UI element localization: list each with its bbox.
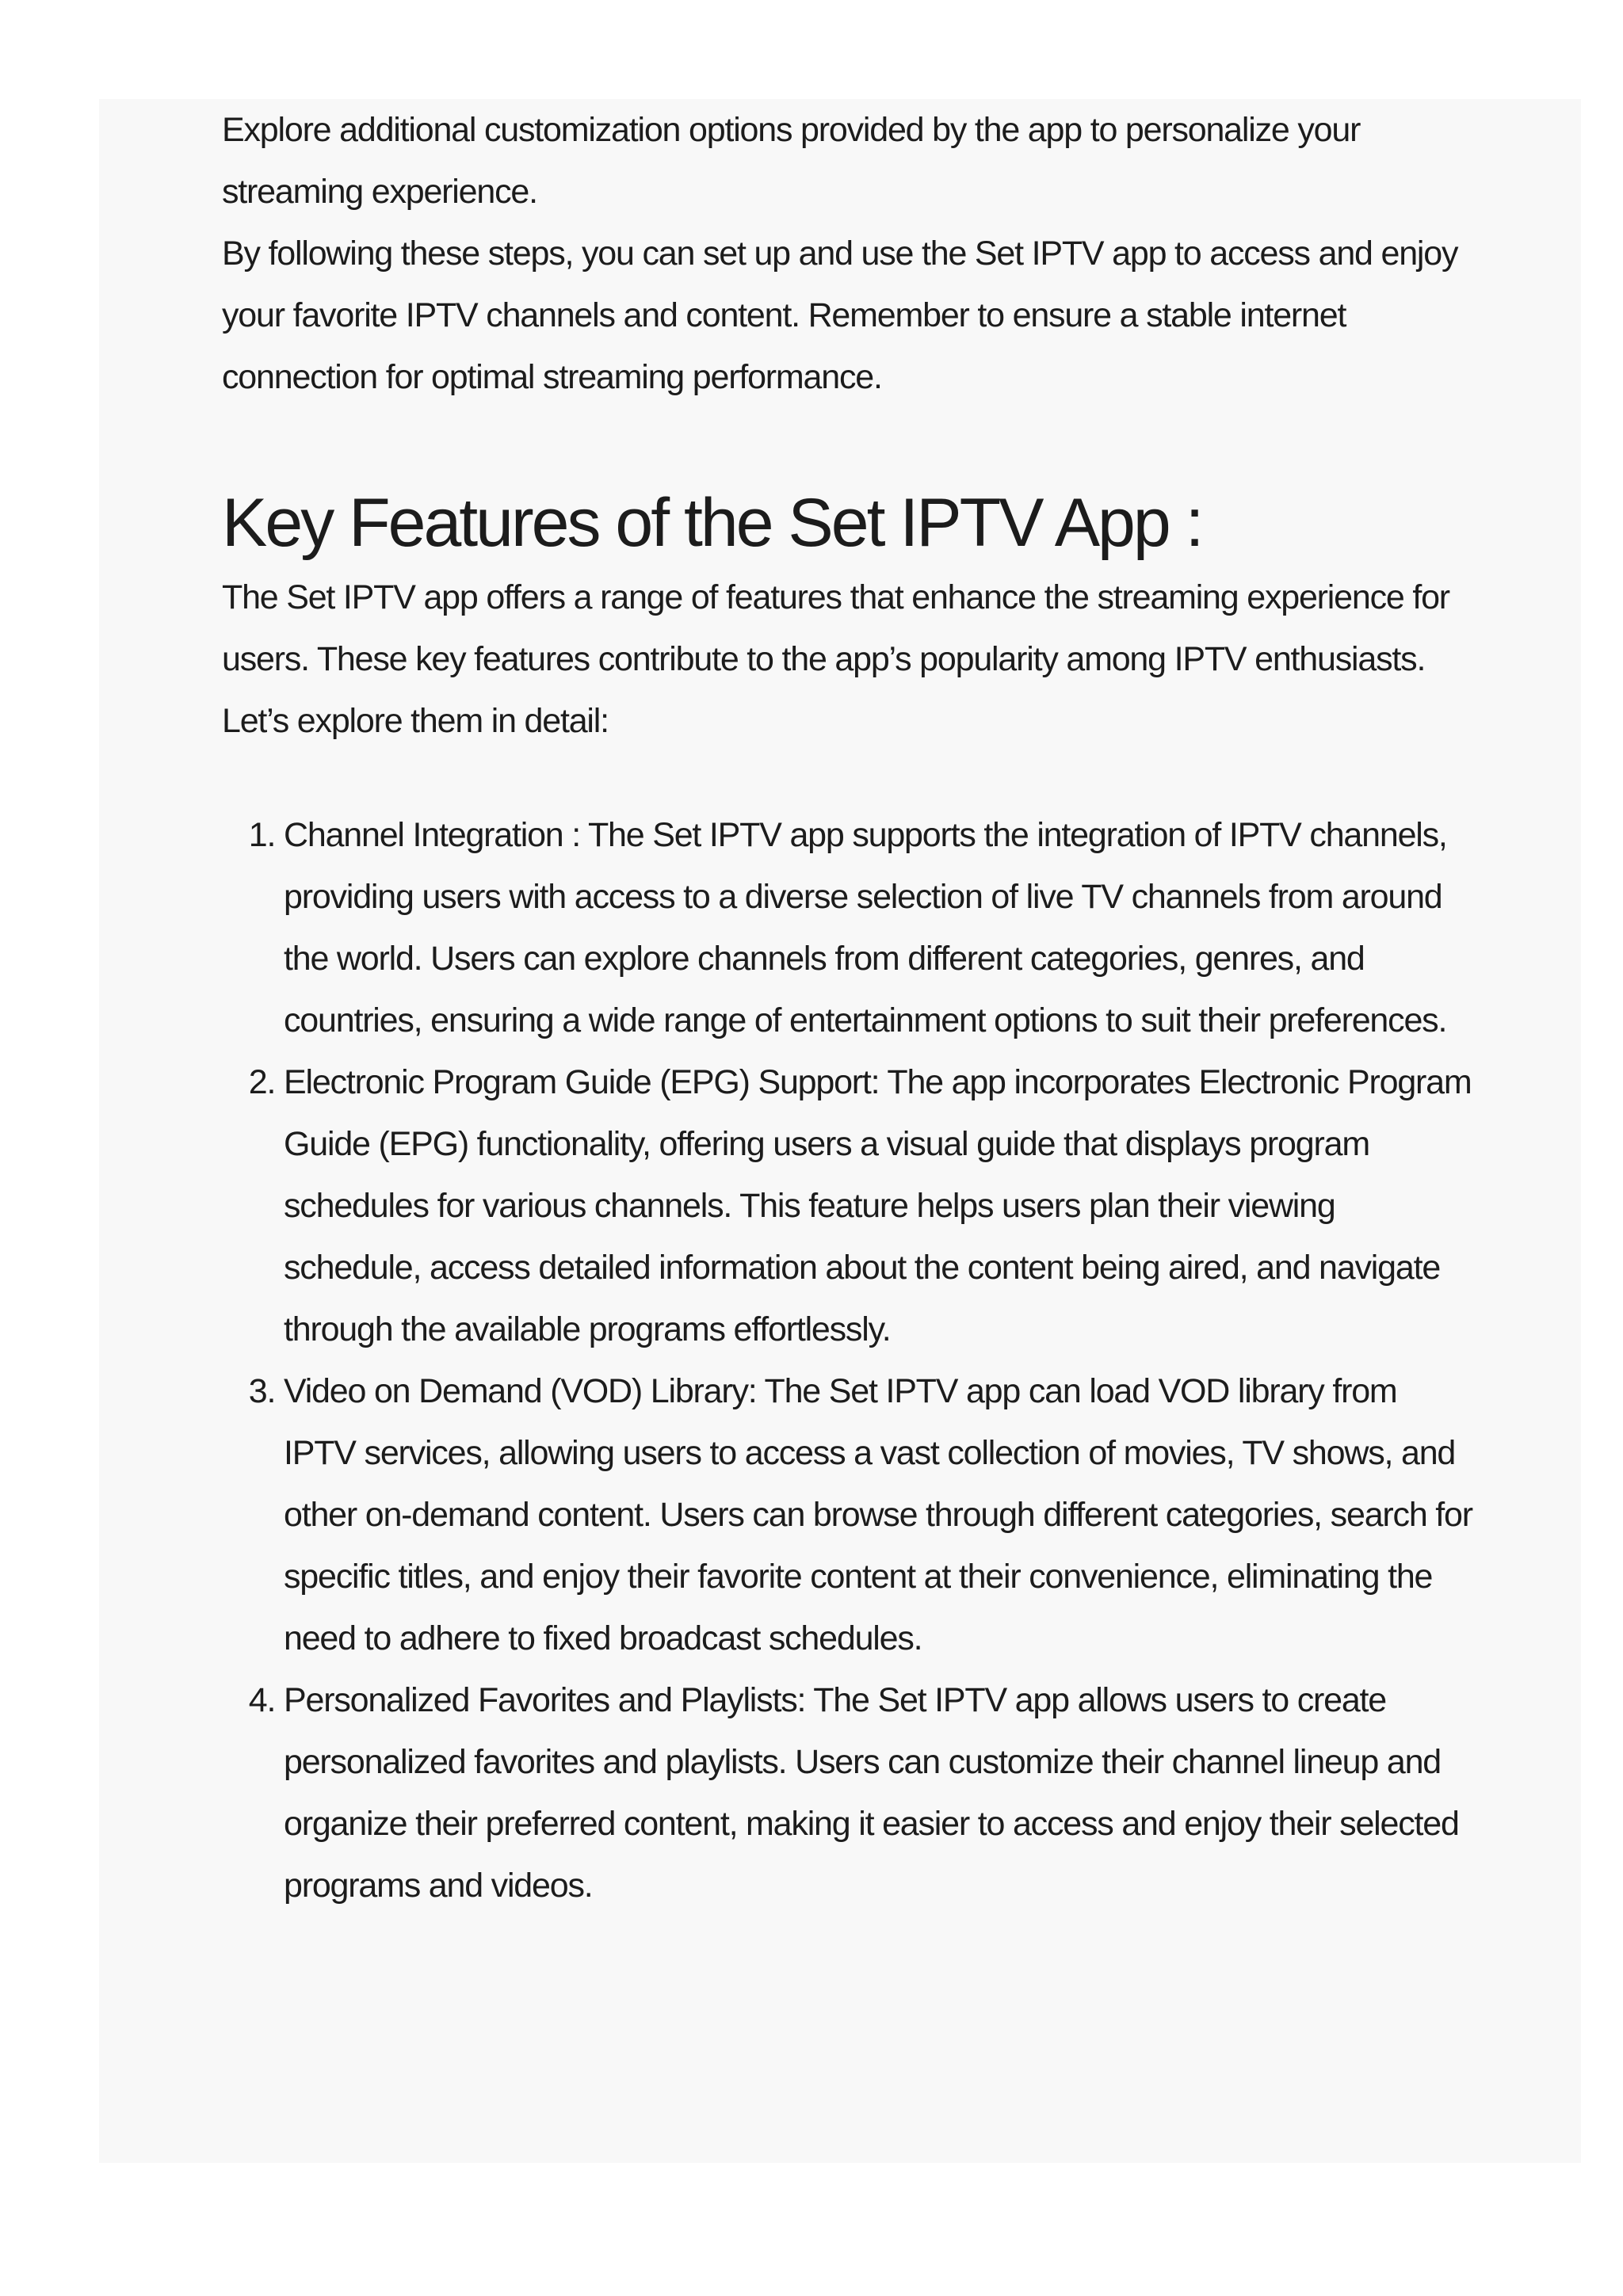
paragraph-customization: Explore additional customization options provided by the app to personalize your streaming experience. <box>222 111 1361 211</box>
paragraph-features-intro: The Set IPTV app offers a range of features that enhance the streaming experience for users. These key features contribute to the app’s popularity among IPTV enthusiasts. Let’s explore them in detail: <box>222 578 1449 740</box>
section-heading: Key Features of the Set IPTV App : <box>222 485 1202 561</box>
features-list <box>222 804 1474 1917</box>
feature-item-favorites-playlists: 4. Personalized Favorites and Playlists: The Set IPTV app allows users to create personalized favorites and playlists. Users can customize their channel lineup and organize their preferred content, making it easier to access and enjoy their selected programs and videos. <box>284 1669 1474 1917</box>
feature-item-epg-support: 2. Electronic Program Guide (EPG) Support: The app incorporates Electronic Program Guide (EPG) functionality, offering users a visual guide that displays program schedules for various channels. This feature helps users plan their viewing schedule, access detailed information about the content being aired, and navigate through the available programs effortlessly. <box>284 1051 1474 1360</box>
paragraph-following-steps: By following these steps, you can set up and use the Set IPTV app to access and enjoy your favorite IPTV channels and content. Remember to ensure a stable internet connection for optimal streaming performance. <box>222 235 1458 396</box>
article-content <box>222 99 1474 1917</box>
feature-item-vod-library: 3. Video on Demand (VOD) Library: The Set IPTV app can load VOD library from IPTV services, allowing users to access a vast collection of movies, TV shows, and other on-demand content. Users can browse through different categories, search for specific titles, and enjoy their favorite content at their convenience, eliminating the need to adhere to fixed broadcast schedules. <box>284 1360 1474 1669</box>
feature-item-channel-integration: 1. Channel Integration : The Set IPTV app supports the integration of IPTV channels, providing users with access to a diverse selection of live TV channels from around the world. Users can explore channels from different categories, genres, and countries, ensuring a wide range of entertainment options to suit their preferences. <box>284 804 1474 1051</box>
